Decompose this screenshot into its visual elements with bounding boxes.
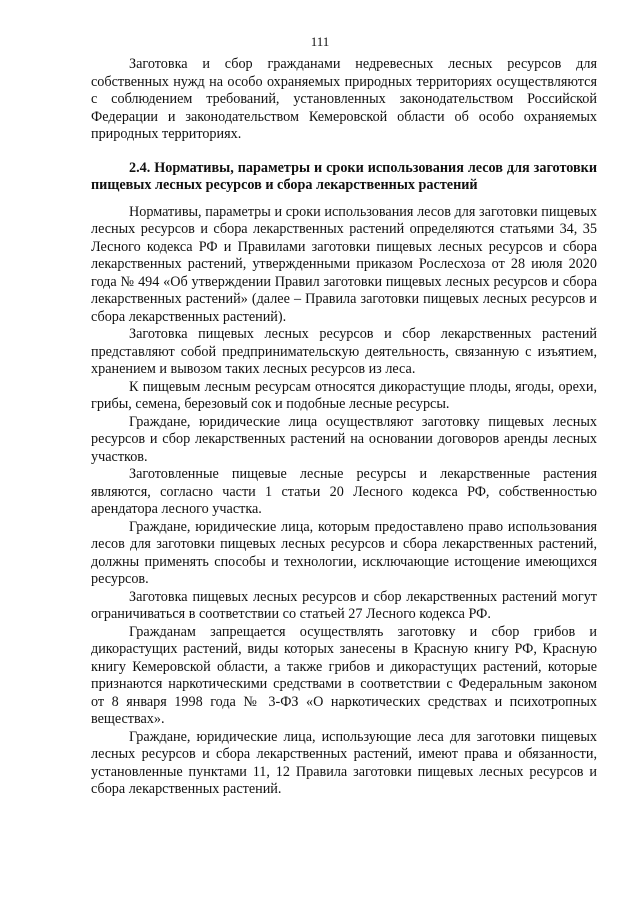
paragraph: Граждане, юридические лица, использующие леса для заготовки пищевых лесных ресурсов и сбора лекарственных растений, имеют права и обязанности, установленные пунктами 11, 12 Правила заготовки пищевых лесных ресурсов и сбора лекарственных растений. (91, 728, 597, 797)
section-heading: 2.4. Нормативы, параметры и сроки использования лесов для заготовки пищевых лесных ресурсов и сбора лекарственных растений (91, 159, 597, 193)
paragraph: К пищевым лесным ресурсам относятся дикорастущие плоды, ягоды, орехи, грибы, семена, березовый сок и подобные лесные ресурсы. (91, 378, 597, 412)
paragraph: Нормативы, параметры и сроки использования лесов для заготовки пищевых лесных ресурсов и сбора лекарственных растений определяются статьями 34, 35 Лесного кодекса РФ и Правилами заготовки пищевых лесных ресурсов и сбора лекарственных растений, утвержденными приказом Рослесхоза от 28 июля 2020 года № 494 «Об утверждении Правил заготовки пищевых лесных ресурсов и сбора лекарственных растений» (далее – Правила заготовки пищевых лесных ресурсов и сбора лекарственных растений). (91, 203, 597, 325)
paragraph: Заготовка пищевых лесных ресурсов и сбор лекарственных растений представляют собой предпринимательскую деятельность, связанную с изъятием, хранением и вывозом таких лесных ресурсов из леса. (91, 326, 597, 377)
page-number: 111 (310, 34, 330, 49)
paragraph: Заготовленные пищевые лесные ресурсы и лекарственные растения являются, согласно части 1 статьи 20 Лесного кодекса РФ, собственностью арендатора лесного участка. (91, 466, 597, 517)
paragraph: Граждане, юридические лица осуществляют заготовку пищевых лесных ресурсов и сбор лекарственных растений на основании договоров аренды лесных участков. (91, 413, 597, 465)
document-body (91, 56, 597, 799)
paragraph: Заготовка пищевых лесных ресурсов и сбор лекарственных растений могут ограничиваться в соответствии со статьей 27 Лесного кодекса РФ. (91, 588, 597, 622)
paragraph: Гражданам запрещается осуществлять заготовку и сбор грибов и дикорастущих растений, виды которых занесены в Красную книгу РФ, Красную книгу Кемеровской области, а также грибов и дикорастущих растений, которые признаются наркотическими средствами в соответствии с Федеральным законом от 8 января 1998 года № 3-ФЗ «О наркотических средствах и психотропных веществах». (91, 623, 597, 727)
paragraph: Граждане, юридические лица, которым предоставлено право использования лесов для заготовки пищевых лесных ресурсов и сбора лекарственных растений, должны применять способы и технологии, исключающие истощение имеющихся ресурсов. (91, 518, 597, 587)
intro-paragraph: Заготовка и сбор гражданами недревесных лесных ресурсов для собственных нужд на особо охраняемых природных территориях осуществляются с соблюдением требований, установленных законодательством Российской Федерации и законодательством Кемеровской области об особо охраняемых природных территориях. (91, 56, 597, 142)
